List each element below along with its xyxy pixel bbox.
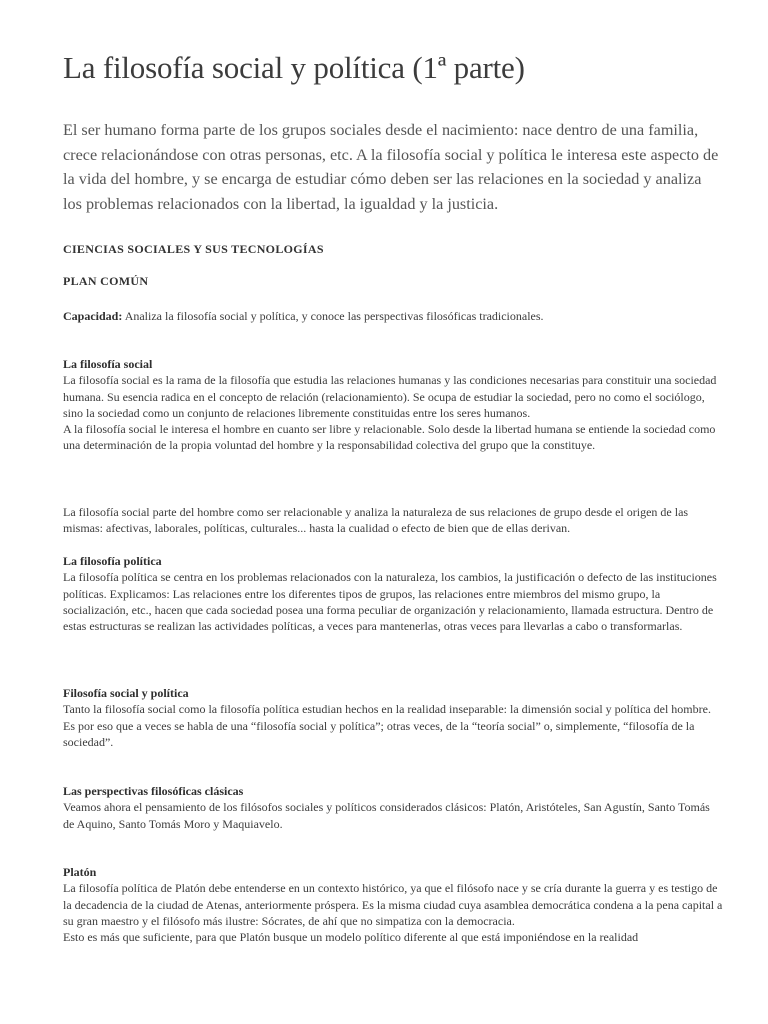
section-platon [63,864,723,945]
section-paragraph: La filosofía social es la rama de la filosofía que estudia las relaciones humanas y las condiciones necesarias para constituir una sociedad humana. Su esencia radica en el concepto de relación (relacionamiento). Se ocupa de estudiar la sociedad, pero no como el sociólogo, sino la sociedad como un conjunto de relaciones libremente constituidas entre los seres humanos. [63,373,717,420]
page-title: La filosofía social y política (1ª parte) [63,50,525,85]
section-heading: Las perspectivas filosóficas clásicas [63,784,244,798]
area-label: CIENCIAS SOCIALES Y SUS TECNOLOGÍAS [63,242,324,256]
section-paragraph: La filosofía política se centra en los problemas relacionados con la naturaleza, los cambios, la justificación o defecto de las instituciones políticas. Explicamos: Las relaciones entre los diferentes tipos de grupos, las relaciones entre miembros del mismo grupo, la socialización, etc., hacen que cada sociedad posea una forma peculiar de organización y relacionamiento, llamada estructura. Dentro de estas estructuras se realizan las actividades políticas, a veces para mantenerlas, otras veces para llevarlas a cabo o transformarlas. [63,570,717,634]
section-filosofia-social [63,356,723,454]
section-perspectivas-clasicas [63,783,723,832]
plan-label: PLAN COMÚN [63,274,149,288]
section-heading: La filosofía política [63,554,162,568]
section-paragraph: Tanto la filosofía social como la filosofía política estudian hechos en la realidad inseparable: la dimensión social y política del hombre. Es por eso que a veces se habla de una “filosofía social y política”; otras veces, de la “teoría social” o, simplemente, “filosofía de la sociedad”. [63,702,711,749]
capacidad-text: Analiza la filosofía social y política, y conoce las perspectivas filosóficas tradicionales. [124,309,544,323]
capacidad-line [63,308,723,324]
section-heading: Platón [63,865,97,879]
section-filosofia-politica [63,553,723,634]
section-heading: Filosofía social y política [63,686,189,700]
section-paragraph: Esto es más que suficiente, para que Platón busque un modelo político diferente al que está imponiéndose en la realidad [63,930,639,945]
section-filosofia-social-y-politica [63,685,723,750]
section-paragraph: La filosofía política de Platón debe entenderse en un contexto histórico, ya que el filósofo nace y se cría durante la guerra y es testigo de la decadencia de la ciudad de Atenas, anteriormente próspera. Es la misma ciudad cuya asamblea democrática condena a la pena capital a su gran maestro y el filósofo más ilustre: Sócrates, de ahí que no simpatiza con la democracia. [63,881,723,928]
intro-paragraph: El ser humano forma parte de los grupos sociales desde el nacimiento: nace dentro de una familia, crece relacionándose con otras personas, etc. A la filosofía social y política le interesa este aspecto de la vida del hombre, y se encarga de estudiar cómo deben ser las relaciones en la sociedad y analiza los problemas relacionados con la libertad, la igualdad y la justicia. [63,121,719,213]
section-heading: La filosofía social [63,357,153,371]
section-paragraph: Veamos ahora el pensamiento de los filósofos sociales y políticos considerados clásicos: Platón, Aristóteles, San Agustín, Santo Tomás de Aquino, Santo Tomás Moro y Maquiavelo. [63,800,710,831]
section-paragraph: La filosofía social parte del hombre como ser relacionable y analiza la naturaleza de sus relaciones de grupo desde el origen de las mismas: afectivas, laborales, políticas, culturales... hasta la cualidad o efecto de bien que de ellas derivan. [63,505,689,536]
capacidad-label: Capacidad: [63,309,123,323]
section-filosofia-social-continuation [63,504,723,537]
section-paragraph: A la filosofía social le interesa el hombre en cuanto ser libre y relacionable. Solo desde la libertad humana se entiende la sociedad como una determinación de la propia voluntad del hombre y la responsabilidad colectiva del grupo que la constituye. [63,422,716,453]
